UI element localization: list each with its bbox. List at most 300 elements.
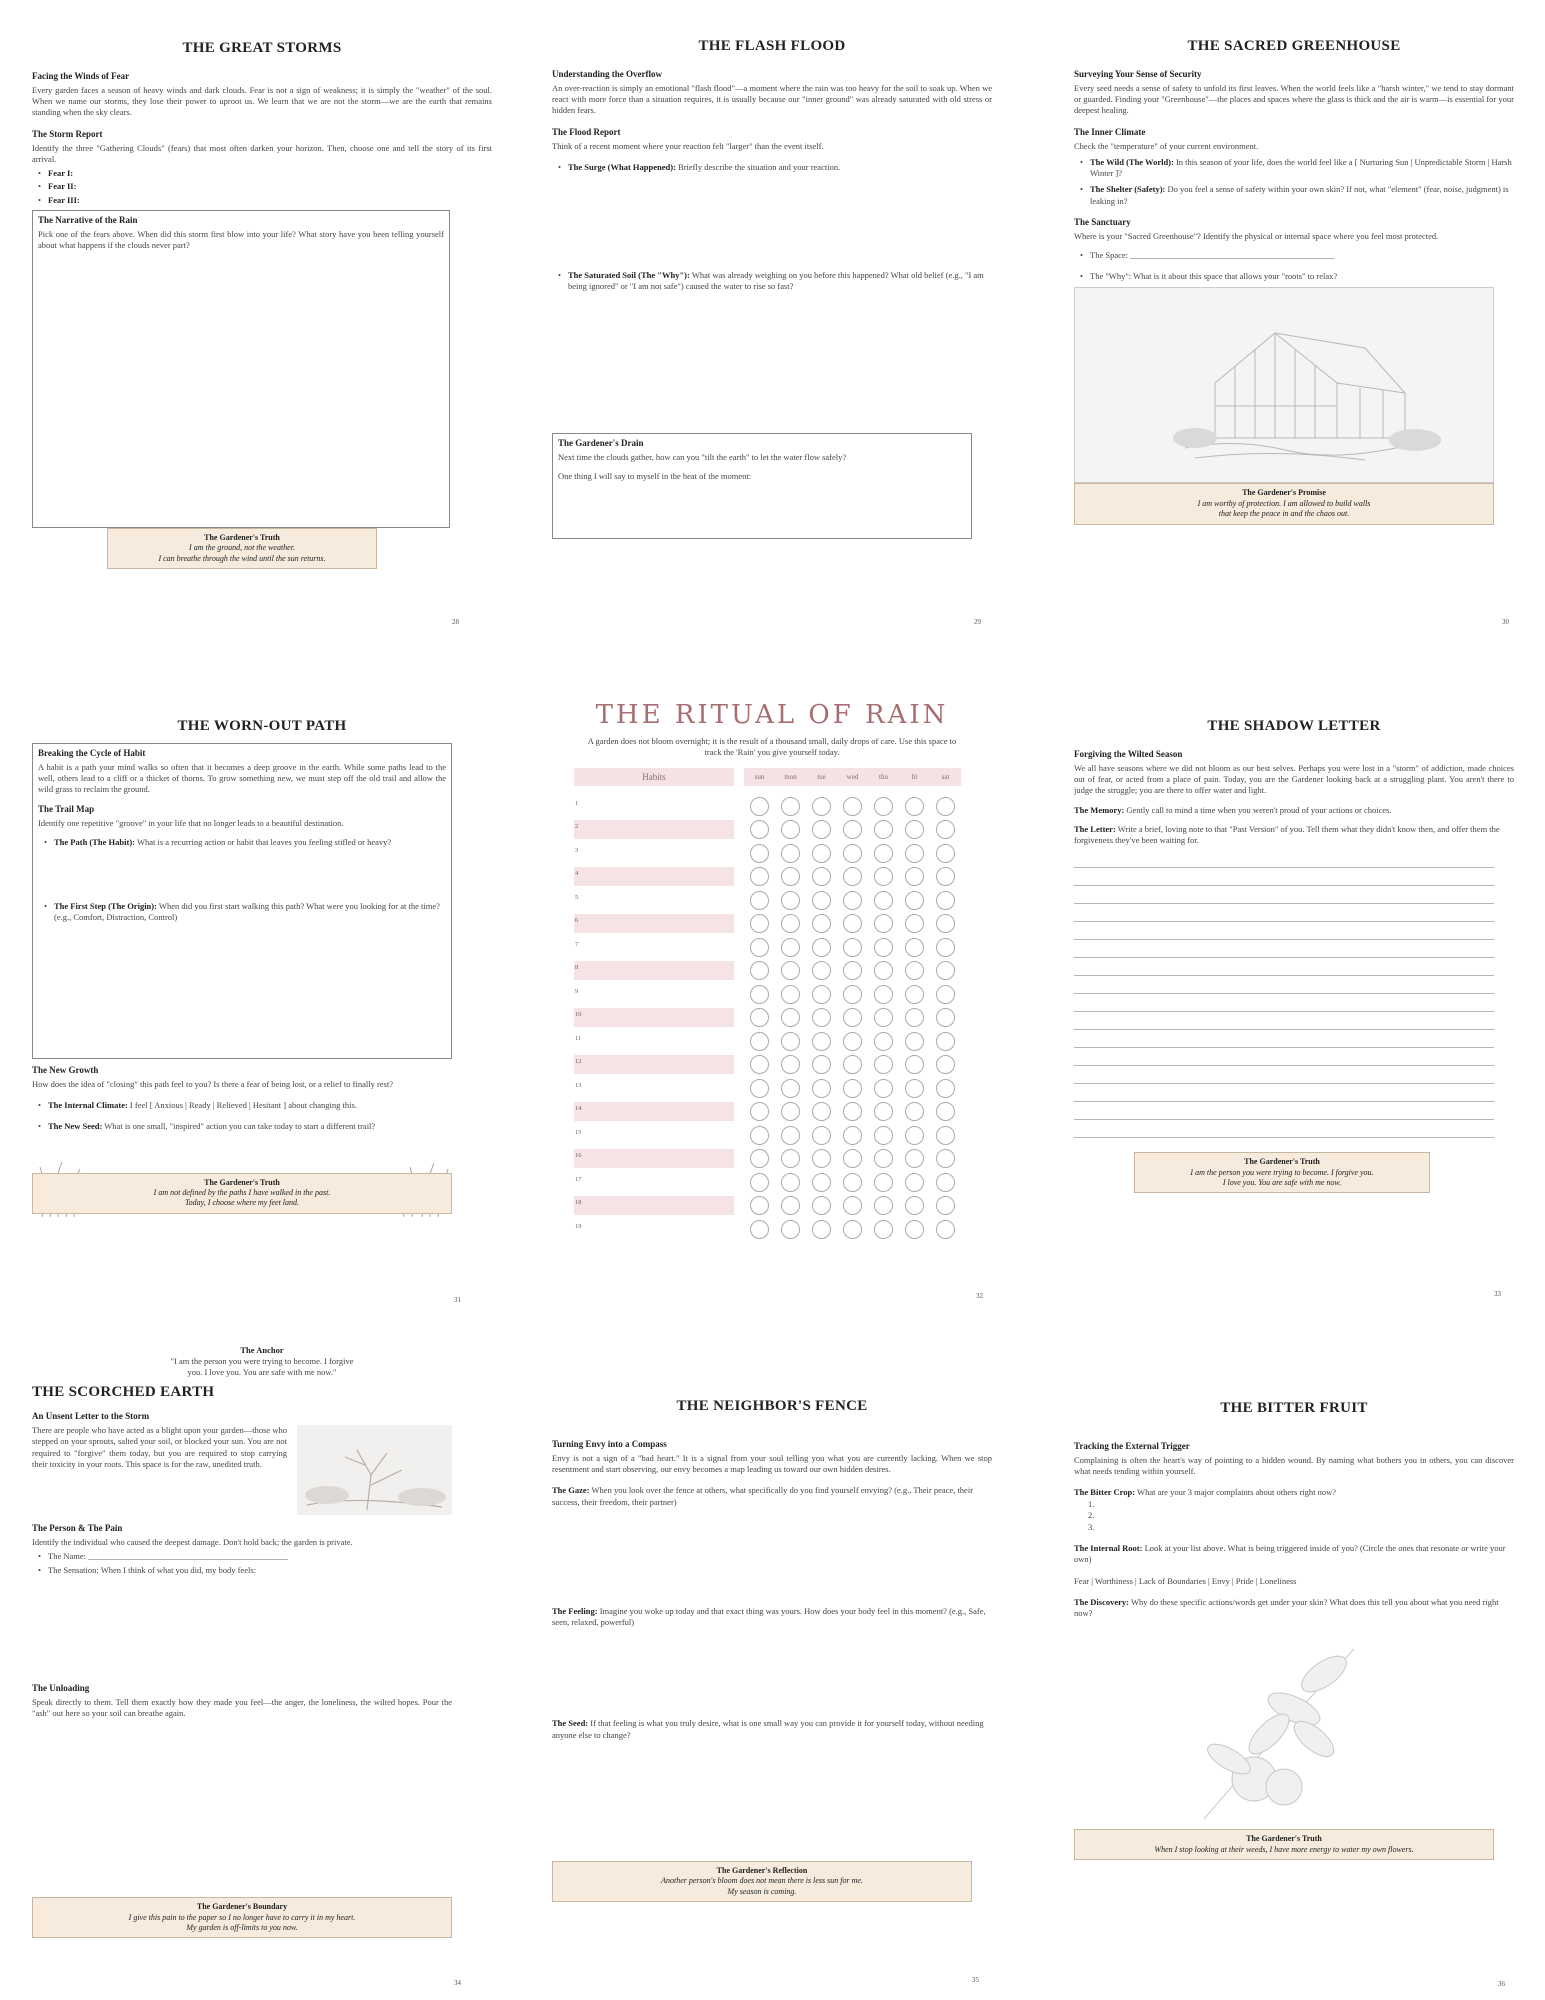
day-checkbox[interactable] xyxy=(936,914,955,933)
trigger-options[interactable]: Fear | Worthiness | Lack of Boundaries | Envy | Pride | Loneliness xyxy=(1074,1575,1297,1586)
day-checkbox[interactable] xyxy=(936,891,955,910)
instruction-text: Check the "temperature" of your current environment. xyxy=(1074,140,1259,151)
habit-name-cell[interactable]: 2 xyxy=(574,820,734,839)
gardeners-promise-banner xyxy=(1074,483,1494,524)
day-checkbox[interactable] xyxy=(874,1008,893,1027)
day-checkbox[interactable] xyxy=(874,1220,893,1239)
section-heading: The Flood Report xyxy=(552,126,621,137)
intro-text: There are people who have acted as a blight upon your garden—those who stepped on your sprouts, salted your soil, or blocked your sun. You are not required to "forgive" them today, but you are required to stop carrying their toxicity in your roots. This space is for the raw, unedited truth. xyxy=(32,1425,287,1469)
day-checkbox[interactable] xyxy=(812,1149,831,1168)
writing-box[interactable] xyxy=(552,433,972,539)
writing-line[interactable] xyxy=(1074,1048,1494,1066)
tracker-row xyxy=(574,959,992,983)
day-label: sun xyxy=(754,773,765,782)
page-number: 34 xyxy=(454,1979,461,1987)
habit-name-cell[interactable]: 6 xyxy=(574,914,734,933)
page-29 xyxy=(552,38,992,638)
day-checkbox[interactable] xyxy=(781,961,800,980)
day-checkbox[interactable] xyxy=(874,961,893,980)
day-checkbox[interactable] xyxy=(843,1102,862,1121)
habit-name-cell[interactable]: 13 xyxy=(575,1081,582,1089)
day-checkbox[interactable] xyxy=(750,1173,769,1192)
letter-prompt: The Letter: Write a brief, loving note to that "Past Version" of you. Tell them what they didn't know then, and offer them the forgiveness they've been waiting for. xyxy=(1074,823,1500,846)
habit-name-cell[interactable]: 1 xyxy=(575,799,579,807)
tracker-row xyxy=(574,1029,992,1053)
banner-line: I give this pain to the paper so I no longer have to carry it in my heart. xyxy=(128,1912,356,1922)
banner-line: I am not defined by the paths I have walked in the past. xyxy=(153,1188,331,1198)
day-checkbox[interactable] xyxy=(812,891,831,910)
day-checkboxes xyxy=(744,844,961,863)
day-checkboxes xyxy=(744,891,961,910)
page-number: 28 xyxy=(452,618,459,626)
fear-item: • Fear I: xyxy=(32,168,492,179)
list-item: 1. xyxy=(1088,1498,1095,1509)
day-checkbox[interactable] xyxy=(936,1102,955,1121)
banner-line: I love you. You are safe with me now. xyxy=(1222,1178,1342,1188)
box-prompt: Next time the clouds gather, how can you "tilt the earth" to let the water flow safely? xyxy=(558,451,847,462)
habit-name-cell[interactable]: 16 xyxy=(574,1149,734,1168)
day-checkbox[interactable] xyxy=(750,1008,769,1027)
intro-text: Every seed needs a sense of safety to unfold its first leaves. When the world feels like a "harsh winter," we tend to stay dormant or guarded. Finding your "Greenhouse"—the places and spaces where the glass is thick and the air is warm—is essential for your deepest healing. xyxy=(1074,83,1514,116)
day-checkbox[interactable] xyxy=(905,938,924,957)
day-checkbox[interactable] xyxy=(905,1196,924,1215)
day-checkbox[interactable] xyxy=(843,867,862,886)
day-checkbox[interactable] xyxy=(874,1102,893,1121)
banner-line: My season is coming. xyxy=(727,1886,797,1896)
habit-name-cell[interactable]: 14 xyxy=(574,1102,734,1121)
tree-sketch-icon xyxy=(297,1425,452,1515)
day-checkbox[interactable] xyxy=(905,1102,924,1121)
habit-name-cell[interactable]: 9 xyxy=(575,987,579,995)
day-checkbox[interactable] xyxy=(750,820,769,839)
day-checkbox[interactable] xyxy=(905,1220,924,1239)
writing-line[interactable] xyxy=(1074,994,1494,1012)
day-checkbox[interactable] xyxy=(843,1126,862,1145)
page-number: 35 xyxy=(972,1976,979,1984)
day-checkbox[interactable] xyxy=(936,844,955,863)
day-checkbox[interactable] xyxy=(905,797,924,816)
day-checkbox[interactable] xyxy=(781,938,800,957)
day-checkbox[interactable] xyxy=(781,1079,800,1098)
tracker-row xyxy=(574,912,992,936)
day-checkbox[interactable] xyxy=(750,1149,769,1168)
day-checkbox[interactable] xyxy=(936,961,955,980)
instruction-text: Identify the individual who caused the deepest damage. Don't hold back; the garden is private. xyxy=(32,1537,353,1548)
scorched-tree-illustration xyxy=(297,1425,452,1515)
day-checkbox[interactable] xyxy=(843,1008,862,1027)
day-checkbox[interactable] xyxy=(812,1196,831,1215)
day-checkboxes xyxy=(744,961,961,980)
day-checkbox[interactable] xyxy=(781,1173,800,1192)
page-title: THE GREAT STORMS xyxy=(182,40,342,56)
day-checkbox[interactable] xyxy=(812,985,831,1004)
page-title: THE BITTER FRUIT xyxy=(1220,1400,1368,1416)
day-checkbox[interactable] xyxy=(781,867,800,886)
habit-name-cell[interactable]: 18 xyxy=(574,1196,734,1215)
banner-with-grass xyxy=(32,1147,452,1225)
day-checkbox[interactable] xyxy=(843,914,862,933)
day-checkbox[interactable] xyxy=(843,1149,862,1168)
day-checkbox[interactable] xyxy=(843,1196,862,1215)
prompt-item: • The Internal Climate: I feel [ Anxious | Ready | Relieved | Hesitant ] about changing this. xyxy=(32,1100,452,1111)
banner-title: The Gardener's Truth xyxy=(1244,1157,1320,1167)
day-checkboxes xyxy=(744,797,961,816)
day-checkboxes xyxy=(744,914,961,933)
day-checkbox[interactable] xyxy=(750,961,769,980)
intro-text: Envy is not a sign of a "bad heart." It is a signal from your soul telling you what you are currently lacking. When we stop resentment and start observing, our envy becomes a map leading us toward our own hidden desires. xyxy=(552,1453,992,1475)
day-checkbox[interactable] xyxy=(905,1055,924,1074)
day-checkbox[interactable] xyxy=(781,797,800,816)
day-checkbox[interactable] xyxy=(936,1126,955,1145)
day-checkbox[interactable] xyxy=(905,1008,924,1027)
banner-line: I am the person you were trying to become. I forgive you. xyxy=(1190,1167,1374,1177)
day-checkbox[interactable] xyxy=(936,1008,955,1027)
page-title: THE RITUAL OF RAIN xyxy=(595,700,949,730)
list-item: 2. xyxy=(1088,1510,1095,1521)
tracker-row xyxy=(574,1123,992,1147)
feeling-prompt: The Feeling: Imagine you woke up today and that exact thing was yours. How does your body feel in this moment? (e.g., Safe, seen, relaxed, powerful) xyxy=(552,1605,986,1628)
complaint-list[interactable] xyxy=(1074,1499,1514,1533)
day-checkbox[interactable] xyxy=(874,1079,893,1098)
day-checkbox[interactable] xyxy=(843,985,862,1004)
day-checkbox[interactable] xyxy=(843,1173,862,1192)
day-checkbox[interactable] xyxy=(781,1032,800,1051)
box-prompt: One thing I will say to myself in the heat of the moment: xyxy=(558,470,752,481)
day-checkbox[interactable] xyxy=(750,844,769,863)
intro-text: We all have seasons where we did not bloom as our best selves. Perhaps you were lost in a "storm" of addiction, made choices out of fear, or acted from a place of pain. Today, you are the Gardener looking back at a struggling plant. You aren't there to judge the struggle; you are there to offer water and light. xyxy=(1074,763,1514,796)
prompt-item: • The First Step (The Origin): When did you first start walking this path? What were you looking for at the time? (e.g., Comfort, Distraction, Control) xyxy=(38,901,446,923)
prompt-item: • The Name: _______________________________________________ xyxy=(32,1551,492,1562)
day-checkbox[interactable] xyxy=(750,867,769,886)
page-title: THE SHADOW LETTER xyxy=(1207,718,1381,734)
day-checkbox[interactable] xyxy=(905,1032,924,1051)
instruction-text: Identify one repetitive "groove" in your life that no longer leads to a beautiful destination. xyxy=(38,817,344,828)
day-checkboxes xyxy=(744,1196,961,1215)
writing-line[interactable] xyxy=(1074,940,1494,958)
habit-name-cell[interactable]: 19 xyxy=(575,1222,582,1230)
day-checkbox[interactable] xyxy=(843,961,862,980)
habits-header: Habits xyxy=(574,768,734,786)
writing-line[interactable] xyxy=(1074,976,1494,994)
tracker-row xyxy=(574,1170,992,1194)
day-checkbox[interactable] xyxy=(905,914,924,933)
gardeners-truth-banner xyxy=(107,528,377,569)
tracker-row xyxy=(574,1100,992,1124)
day-checkbox[interactable] xyxy=(750,891,769,910)
day-checkbox[interactable] xyxy=(936,1196,955,1215)
day-checkbox[interactable] xyxy=(812,820,831,839)
day-checkbox[interactable] xyxy=(750,1032,769,1051)
greenhouse-sketch-icon xyxy=(1075,288,1495,484)
habit-tracker xyxy=(574,794,992,1241)
bitter-crop-prompt: The Bitter Crop: What are your 3 major complaints about others right now? xyxy=(1074,1487,1337,1498)
day-checkbox[interactable] xyxy=(874,844,893,863)
banner-title: The Gardener's Reflection xyxy=(716,1865,808,1875)
day-checkbox[interactable] xyxy=(905,844,924,863)
day-checkbox[interactable] xyxy=(936,1149,955,1168)
day-checkbox[interactable] xyxy=(781,1149,800,1168)
prompt-item: • The Space: ________________________________________________ xyxy=(1074,250,1514,261)
gardeners-truth-banner xyxy=(1074,1829,1494,1860)
day-checkbox[interactable] xyxy=(843,797,862,816)
day-checkbox[interactable] xyxy=(905,891,924,910)
day-checkbox[interactable] xyxy=(905,961,924,980)
day-checkbox[interactable] xyxy=(750,797,769,816)
intro-text: Every garden faces a season of heavy winds and dark clouds. Fear is not a sign of weakness; it is simply the "weather" of the soul. When we name our storms, they lose their power to uproot us. We learn that we are not the storm—we are the earth that remains standing when the sky clears. xyxy=(32,85,492,118)
day-checkbox[interactable] xyxy=(812,1055,831,1074)
prompt-item: • The Wild (The World): In this season of your life, does the world feel like a [ Nurturing Sun | Unpredictable Storm | Harsh Winter ]? xyxy=(1074,157,1514,179)
gaze-prompt: The Gaze: When you look over the fence at others, what specifically do you find yourself envying? (e.g., Their peace, their success, their freedom, their partner) xyxy=(552,1485,974,1507)
day-checkbox[interactable] xyxy=(874,820,893,839)
section-heading: Surveying Your Sense of Security xyxy=(1074,69,1202,79)
day-checkbox[interactable] xyxy=(936,938,955,957)
banner-line: Today, I choose where my feet land. xyxy=(184,1198,300,1208)
section-heading: The Unloading xyxy=(32,1682,90,1693)
day-checkbox[interactable] xyxy=(936,1079,955,1098)
section-heading: The Person & The Pain xyxy=(32,1523,123,1534)
instruction-text: Think of a recent moment where your reaction felt "larger" than the event itself. xyxy=(552,140,824,151)
page-number: 36 xyxy=(1498,1980,1505,1988)
writing-line[interactable] xyxy=(1074,904,1494,922)
day-checkbox[interactable] xyxy=(750,1055,769,1074)
fruit-branch-icon xyxy=(1174,1629,1394,1829)
day-checkbox[interactable] xyxy=(781,1055,800,1074)
day-checkbox[interactable] xyxy=(874,1173,893,1192)
prompt-item: • The Surge (What Happened): Briefly describe the situation and your reaction. xyxy=(552,162,992,173)
day-checkbox[interactable] xyxy=(874,891,893,910)
day-checkbox[interactable] xyxy=(750,938,769,957)
day-checkbox[interactable] xyxy=(905,867,924,886)
day-checkbox[interactable] xyxy=(874,1126,893,1145)
day-checkbox[interactable] xyxy=(812,1032,831,1051)
day-checkbox[interactable] xyxy=(781,820,800,839)
day-label: fri xyxy=(911,773,918,782)
habit-name-cell[interactable]: 7 xyxy=(575,940,579,948)
habit-name-cell[interactable]: 5 xyxy=(575,893,579,901)
day-checkbox[interactable] xyxy=(750,1196,769,1215)
day-checkbox[interactable] xyxy=(874,914,893,933)
day-checkbox[interactable] xyxy=(781,1102,800,1121)
day-checkbox[interactable] xyxy=(750,914,769,933)
instruction-text: Where is your "Sacred Greenhouse"? Identify the physical or internal space where you feel most protected. xyxy=(1074,230,1439,241)
day-checkbox[interactable] xyxy=(812,1008,831,1027)
day-checkbox[interactable] xyxy=(781,985,800,1004)
day-checkbox[interactable] xyxy=(874,938,893,957)
writing-line[interactable] xyxy=(1074,1084,1494,1102)
banner-line: I am worthy of protection. I am allowed to build walls xyxy=(1197,498,1371,508)
day-label: mon xyxy=(784,773,797,782)
writing-line[interactable] xyxy=(1074,1012,1494,1030)
day-checkbox[interactable] xyxy=(905,985,924,1004)
day-checkbox[interactable] xyxy=(812,1173,831,1192)
day-checkbox[interactable] xyxy=(936,797,955,816)
day-checkbox[interactable] xyxy=(812,797,831,816)
writing-line[interactable] xyxy=(1074,958,1494,976)
day-checkbox[interactable] xyxy=(812,914,831,933)
day-checkbox[interactable] xyxy=(936,1055,955,1074)
box-title: Breaking the Cycle of Habit xyxy=(38,748,146,758)
page-35 xyxy=(552,1398,992,1998)
day-checkbox[interactable] xyxy=(812,1079,831,1098)
day-checkbox[interactable] xyxy=(936,985,955,1004)
banner-line: When I stop looking at their weeds, I have more energy to water my own flowers. xyxy=(1154,1844,1414,1854)
day-checkboxes xyxy=(744,820,961,839)
writing-box[interactable] xyxy=(32,210,450,528)
day-checkbox[interactable] xyxy=(843,891,862,910)
day-checkbox[interactable] xyxy=(812,1126,831,1145)
day-checkbox[interactable] xyxy=(843,844,862,863)
tracker-row xyxy=(574,1147,992,1171)
discovery-prompt: The Discovery: Why do these specific actions/words get under your skin? What does this tell you about what you need right now? xyxy=(1074,1596,1499,1618)
section-heading: Forgiving the Wilted Season xyxy=(1074,749,1183,759)
day-label: thu xyxy=(879,773,888,782)
page-30 xyxy=(1074,38,1514,638)
banner-title: The Gardener's Truth xyxy=(204,1177,280,1187)
day-checkbox[interactable] xyxy=(874,1055,893,1074)
banner-line: Another person's bloom does not mean there is less sun for me. xyxy=(661,1876,863,1886)
day-checkbox[interactable] xyxy=(936,1220,955,1239)
day-label: wed xyxy=(846,773,859,782)
instruction-text: How does the idea of "closing" this path feel to you? Is there a fear of being lost, or a relief to finally rest? xyxy=(32,1079,393,1089)
instruction-text: Speak directly to them. Tell them exactly how they made you feel—the anger, the loneliness, the wilted hopes. Pour the "ash" out here so your soil can breathe again. xyxy=(32,1696,452,1719)
section-heading: Understanding the Overflow xyxy=(552,69,662,79)
day-checkbox[interactable] xyxy=(812,961,831,980)
day-checkbox[interactable] xyxy=(874,1149,893,1168)
page-number: 31 xyxy=(454,1296,461,1304)
day-checkboxes xyxy=(744,1008,961,1027)
habit-name-cell[interactable]: 4 xyxy=(574,867,734,886)
habit-name-cell[interactable]: 3 xyxy=(575,846,579,854)
banner-line: My garden is off-limits to you now. xyxy=(186,1923,298,1933)
banner-title: The Gardener's Promise xyxy=(1242,488,1326,498)
habit-box xyxy=(32,743,452,1059)
tracker-row xyxy=(574,1053,992,1077)
page-number: 30 xyxy=(1502,618,1509,626)
gardeners-truth-banner xyxy=(32,1173,452,1214)
instruction-text: Identify the three "Gathering Clouds" (fears) that most often darken your horizon. Then, choose one and tell the story of its first arrival. xyxy=(32,142,492,164)
day-checkbox[interactable] xyxy=(874,1196,893,1215)
prompt-item: • The "Why": What is it about this space that allows your "roots" to relax? xyxy=(1074,271,1514,282)
day-checkbox[interactable] xyxy=(843,1079,862,1098)
habit-name-cell[interactable]: 11 xyxy=(575,1034,582,1042)
greenhouse-illustration xyxy=(1074,287,1494,483)
section-heading: Facing the Winds of Fear xyxy=(32,71,130,81)
habit-name-cell[interactable]: 12 xyxy=(574,1055,734,1074)
gardeners-truth-banner xyxy=(1134,1152,1430,1193)
section-heading: An Unsent Letter to the Storm xyxy=(32,1411,150,1422)
day-checkbox[interactable] xyxy=(905,1149,924,1168)
day-checkbox[interactable] xyxy=(936,1032,955,1051)
tracker-row xyxy=(574,865,992,889)
day-checkbox[interactable] xyxy=(781,844,800,863)
writing-lines[interactable] xyxy=(1074,850,1494,1138)
day-checkboxes xyxy=(744,985,961,1004)
day-checkbox[interactable] xyxy=(812,867,831,886)
day-checkbox[interactable] xyxy=(781,914,800,933)
memory-prompt: The Memory: Gently call to mind a time when you weren't proud of your actions or choices. xyxy=(1074,804,1392,815)
day-checkbox[interactable] xyxy=(750,1102,769,1121)
gardeners-boundary-banner xyxy=(32,1897,452,1938)
prompt-item: • The Shelter (Safety): Do you feel a sense of safety within your own skin? If not, what "element" (fear, noise, judgment) is leaking in? xyxy=(1074,184,1514,206)
day-checkbox[interactable] xyxy=(874,1032,893,1051)
page-title: THE FLASH FLOOD xyxy=(698,38,846,54)
day-checkbox[interactable] xyxy=(781,891,800,910)
habit-name-cell[interactable]: 10 xyxy=(574,1008,734,1027)
day-checkbox[interactable] xyxy=(750,985,769,1004)
writing-line[interactable] xyxy=(1074,922,1494,940)
day-checkbox[interactable] xyxy=(812,1220,831,1239)
day-label: sat xyxy=(941,773,950,782)
days-header xyxy=(744,768,961,786)
day-checkbox[interactable] xyxy=(781,1220,800,1239)
day-checkbox[interactable] xyxy=(843,1055,862,1074)
section-heading: The Inner Climate xyxy=(1074,126,1146,137)
day-checkbox[interactable] xyxy=(781,1008,800,1027)
day-checkbox[interactable] xyxy=(936,867,955,886)
day-checkbox[interactable] xyxy=(843,1032,862,1051)
section-heading: Tracking the External Trigger xyxy=(1074,1441,1190,1451)
day-checkbox[interactable] xyxy=(843,1220,862,1239)
day-checkbox[interactable] xyxy=(936,1173,955,1192)
prompt-item: • The New Seed: What is one small, "inspired" action you can take today to start a different trail? xyxy=(32,1121,452,1132)
day-checkbox[interactable] xyxy=(781,1196,800,1215)
day-checkbox[interactable] xyxy=(750,1220,769,1239)
tracker-row xyxy=(574,1076,992,1100)
anchor-quote xyxy=(32,1345,492,1378)
prompt-item: • The Path (The Habit): What is a recurring action or habit that leaves you feeling stifled or heavy? xyxy=(38,837,446,848)
day-checkbox[interactable] xyxy=(905,1173,924,1192)
page-33 xyxy=(1074,718,1514,1328)
writing-line[interactable] xyxy=(1074,868,1494,886)
day-checkbox[interactable] xyxy=(936,820,955,839)
day-checkbox[interactable] xyxy=(905,1079,924,1098)
tracker-row xyxy=(574,1217,992,1241)
habit-name-cell[interactable]: 17 xyxy=(575,1175,582,1183)
writing-line[interactable] xyxy=(1074,1102,1494,1120)
writing-line[interactable] xyxy=(1074,1120,1494,1138)
banner-line: I can breathe through the wind until the sun returns. xyxy=(158,553,326,563)
writing-line[interactable] xyxy=(1074,886,1494,904)
day-checkbox[interactable] xyxy=(874,797,893,816)
fruit-branch-illustration xyxy=(1174,1629,1394,1829)
page-28 xyxy=(32,40,492,640)
prompt-item: • The Saturated Soil (The "Why"): What was already weighing on you before this happened? What old belief (e.g., "I am being ignored" or "I am not safe") caused the water to rise so fast? xyxy=(552,270,992,292)
banner-line: I am the ground, not the weather. xyxy=(189,543,295,553)
day-checkbox[interactable] xyxy=(905,820,924,839)
day-checkbox[interactable] xyxy=(874,867,893,886)
intro-text: A garden does not bloom overnight; it is the result of a thousand small, daily drops of care. Use this space to track the 'Rain' you give yourself today. xyxy=(587,736,957,758)
day-checkbox[interactable] xyxy=(812,1102,831,1121)
day-checkbox[interactable] xyxy=(874,985,893,1004)
day-checkbox[interactable] xyxy=(781,1126,800,1145)
writing-line[interactable] xyxy=(1074,1066,1494,1084)
section-heading: The Storm Report xyxy=(32,128,103,139)
day-checkbox[interactable] xyxy=(905,1126,924,1145)
habit-name-cell[interactable]: 8 xyxy=(574,961,734,980)
writing-line[interactable] xyxy=(1074,850,1494,868)
seed-prompt: The Seed: If that feeling is what you truly desire, what is one small way you can provide it for yourself today, without needing anyone else to change? xyxy=(552,1718,984,1740)
day-checkbox[interactable] xyxy=(812,844,831,863)
day-checkbox[interactable] xyxy=(750,1126,769,1145)
day-checkbox[interactable] xyxy=(812,938,831,957)
habit-name-cell[interactable]: 15 xyxy=(575,1128,582,1136)
page-title: THE NEIGHBOR'S FENCE xyxy=(676,1398,868,1414)
writing-line[interactable] xyxy=(1074,1030,1494,1048)
day-checkbox[interactable] xyxy=(750,1079,769,1098)
banner-title: The Gardener's Truth xyxy=(204,532,280,542)
day-checkbox[interactable] xyxy=(843,820,862,839)
day-checkbox[interactable] xyxy=(843,938,862,957)
